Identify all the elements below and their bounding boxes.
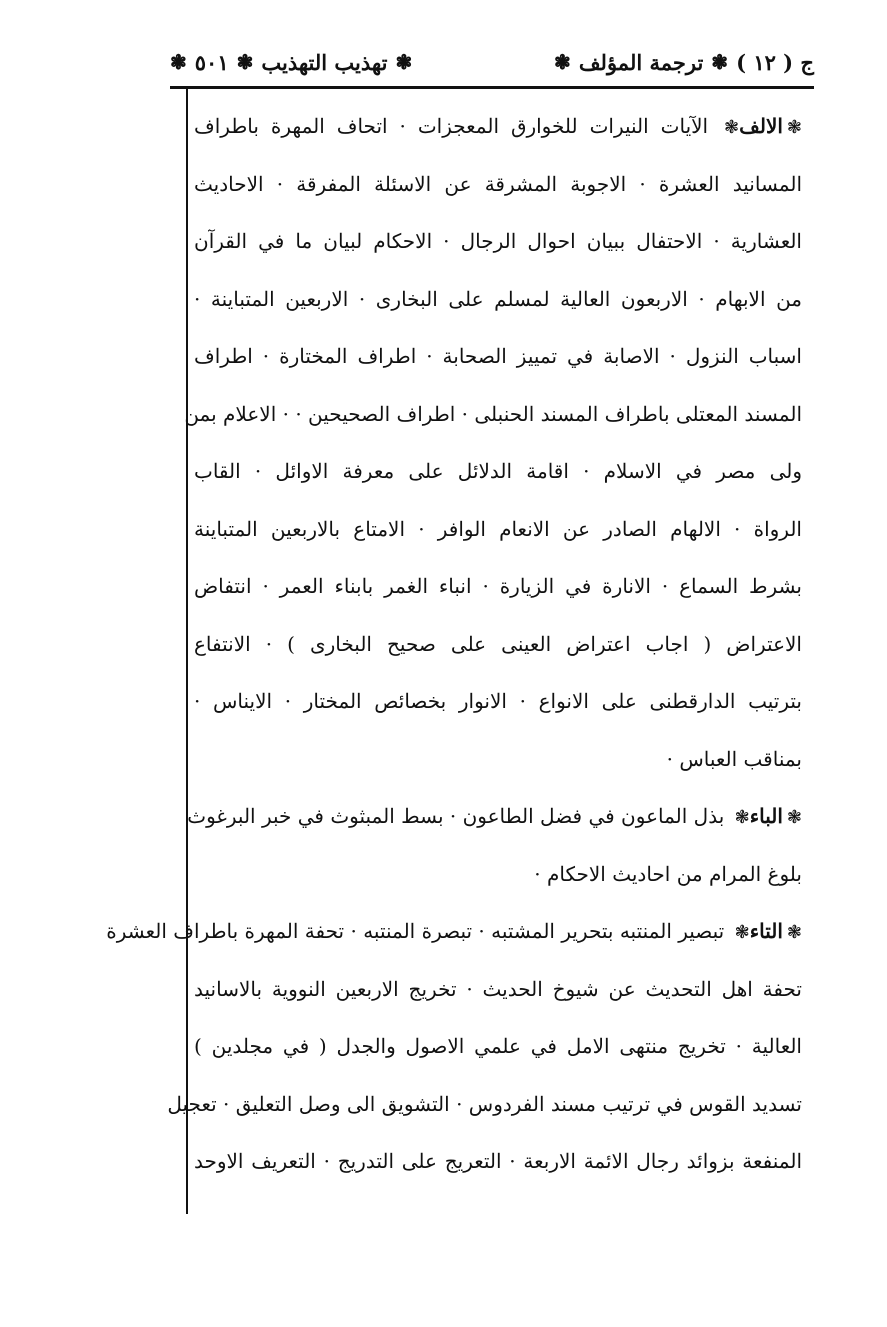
line-text: المسند المعتلى باطراف المسند الحنبلى · اطراف الصحيحين · · الاعلام بمن — [184, 401, 802, 426]
ornament-icon: ❃ — [786, 807, 802, 828]
ornament-icon: ❃ — [170, 50, 187, 74]
header-left-group — [170, 50, 412, 75]
text-block — [106, 98, 802, 1191]
line-text: العالية · تخريج منتهى الامل في علمي الاصول والجدل ( في مجلدين ) — [194, 1034, 802, 1058]
volume-number: ج ( ١٢ ) — [736, 49, 814, 75]
line-text: تحفة اهل التحديث عن شيوخ الحديث · تخريج الاربعين النووية بالاسانيد — [194, 976, 802, 1001]
header-right-group — [554, 50, 814, 75]
text-line — [106, 903, 802, 961]
text-line — [194, 328, 802, 386]
text-line — [184, 386, 802, 444]
ornament-icon: ❃ — [554, 50, 571, 74]
left-border-rule — [186, 86, 188, 1214]
line-text: بمناقب العباس · — [666, 746, 802, 771]
section-title: ترجمة المؤلف — [578, 49, 704, 75]
text-line — [194, 673, 802, 731]
ornament-icon: ❃ — [786, 922, 802, 943]
page-number: ٥٠١ — [194, 49, 229, 75]
book-title: تهذيب التهذيب — [261, 49, 388, 75]
ornament-icon: ❃ — [236, 50, 254, 74]
line-text: تبصير المنتبه بتحرير المشتبه · تبصرة المنتبه · تحفة المهرة باطراف العشرة — [106, 919, 725, 943]
text-line — [194, 98, 802, 156]
text-line — [194, 731, 802, 789]
letter-heading: التاء — [749, 919, 783, 943]
ornament-icon: ❃ — [734, 922, 750, 943]
line-text: بترتيب الدارقطنى على الانواع · الانوار بخصائص المختار · الايناس · — [194, 689, 802, 713]
line-text: ولى مصر في الاسلام · اقامة الدلائل على معرفة الاوائل · القاب — [194, 459, 802, 483]
header-rule — [170, 86, 814, 89]
text-line — [194, 501, 802, 559]
page-header — [170, 40, 814, 84]
text-line — [194, 558, 802, 616]
line-text: المنفعة بزوائد رجال الائمة الاربعة · التعريج على التدريج · التعريف الاوحد — [194, 1149, 802, 1173]
line-text: بذل الماعون في فضل الطاعون · بسط المبثوث في خبر البرغوث — [187, 804, 725, 828]
ornament-icon: ❃ — [786, 117, 802, 138]
ornament-icon: ❃ — [395, 50, 413, 74]
text-line — [194, 1133, 802, 1191]
letter-heading: الباء — [749, 804, 783, 828]
text-line — [194, 156, 802, 214]
text-line — [167, 1076, 802, 1134]
line-text: اسباب النزول · الاصابة في تمييز الصحابة · اطراف المختارة · اطراف — [194, 344, 802, 368]
line-text: الاعتراض ( اجاب اعتراض العينى على صحيح البخارى ) · الانتفاع — [194, 631, 802, 656]
ornament-icon: ❃ — [724, 117, 740, 138]
text-line — [194, 961, 802, 1019]
ornament-icon: ❃ — [734, 807, 750, 828]
text-line — [194, 271, 802, 329]
text-line — [187, 788, 802, 846]
letter-heading: الالف — [739, 114, 783, 138]
line-text: العشارية · الاحتفال ببيان احوال الرجال · الاحكام لبيان ما في القرآن — [194, 229, 802, 253]
line-text: تسديد القوس في ترتيب مسند الفردوس · التشويق الى وصل التعليق · تعجيل — [167, 1091, 802, 1116]
text-line — [194, 213, 802, 271]
text-line — [194, 616, 802, 674]
line-text: الآيات النيرات للخوارق المعجزات · اتحاف المهرة باطراف — [194, 114, 709, 138]
ornament-icon: ❃ — [711, 50, 729, 74]
text-line — [194, 1018, 802, 1076]
line-text: الرواة · الالهام الصادر عن الانعام الوافر · الامتاع بالاربعين المتباينة — [194, 516, 802, 541]
line-text: المسانيد العشرة · الاجوبة المشرقة عن الاسئلة المفرقة · الاحاديث — [194, 171, 802, 196]
text-line — [194, 846, 802, 904]
line-text: بلوغ المرام من احاديث الاحكام · — [534, 861, 802, 886]
line-text: من الابهام · الاربعون العالية لمسلم على البخارى · الاربعين المتباينة · — [194, 286, 802, 311]
line-text: بشرط السماع · الانارة في الزيارة · انباء الغمر بابناء العمر · انتفاض — [194, 574, 802, 598]
text-line — [194, 443, 802, 501]
